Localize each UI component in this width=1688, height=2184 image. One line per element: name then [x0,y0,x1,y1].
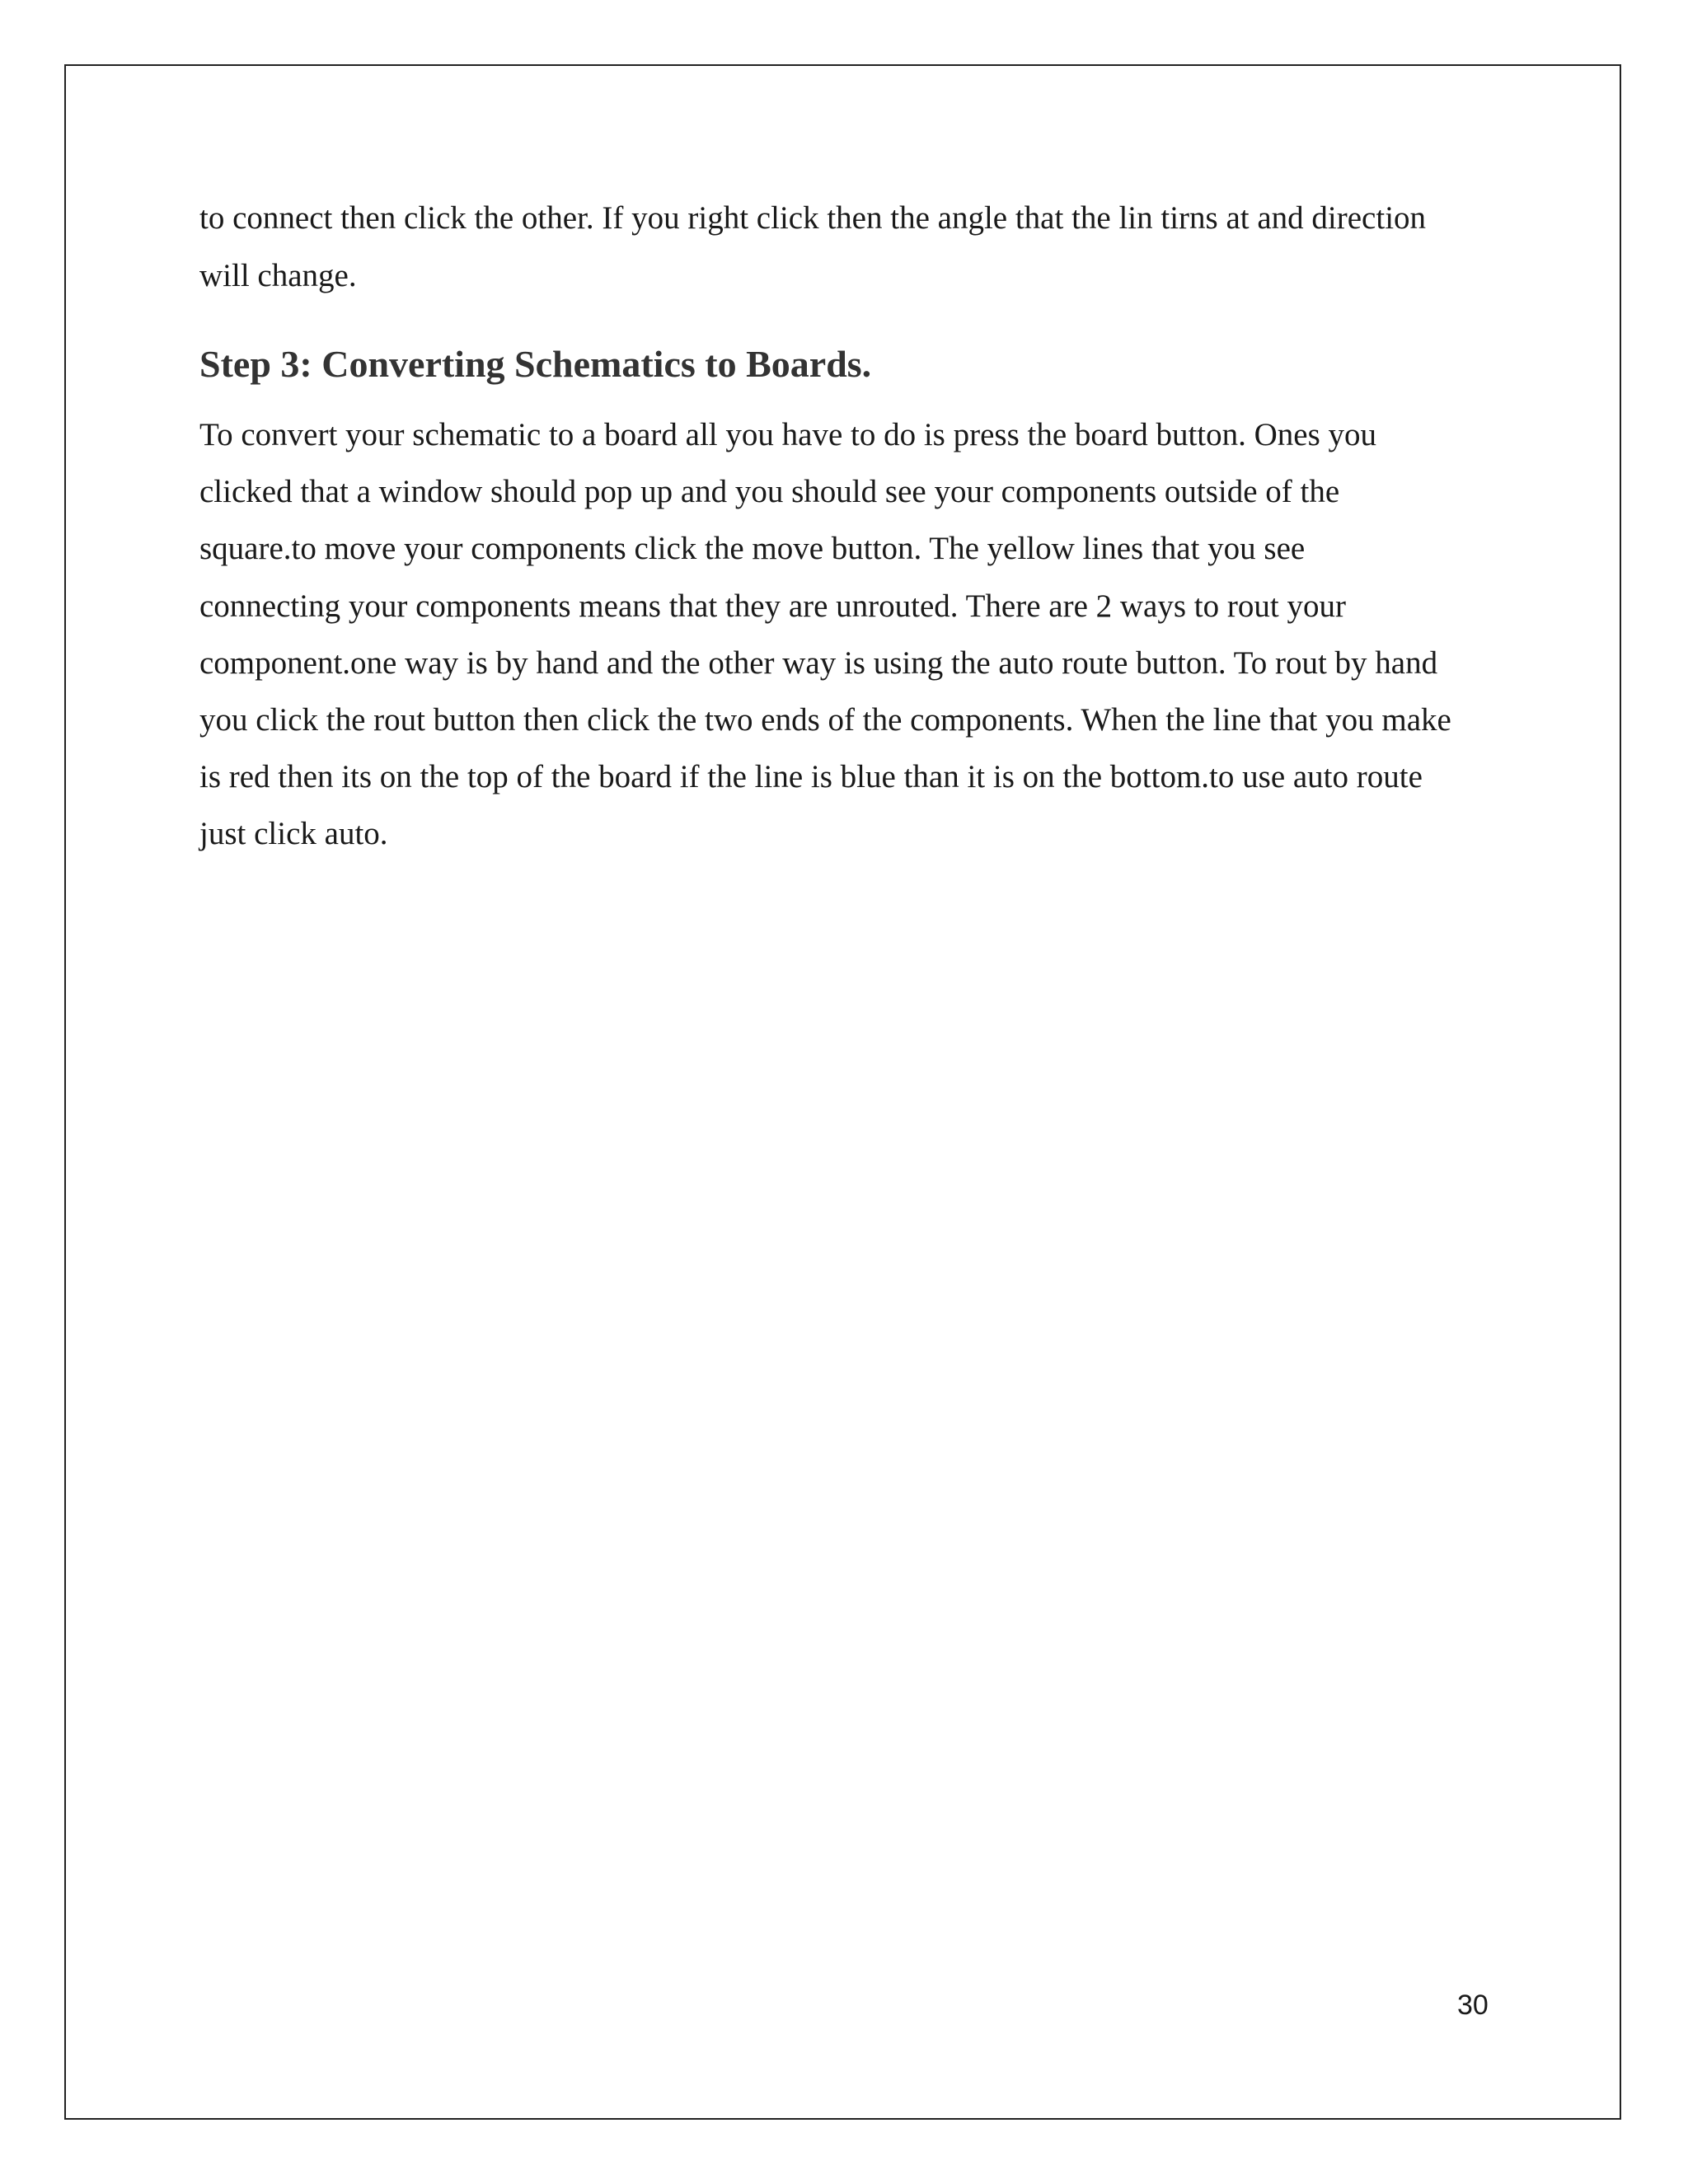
section-paragraph: To convert your schematic to a board all you have to do is press the board button. Ones you clicked that a window should pop up and you should see your components outside of the square.to move your components click the move button. The yellow lines that you see connecting your components means that they are unrouted. There are 2 ways to rout your component.one way is by hand and the other way is using the auto route button. To rout by hand you click the rout button then click the two ends of the components. When the line that you make is red then its on the top of the board if the line is blue than it is on the bottom.to use auto route just click auto. [199,417,1451,852]
section-heading: Step 3: Converting Schematics to Boards. [199,343,872,385]
continuation-paragraph: to connect then click the other. If you right click then the angle that the lin tirns at and direction will change. [199,200,1427,293]
page-number: 30 [1457,1990,1489,2021]
page-content [199,190,1502,304]
